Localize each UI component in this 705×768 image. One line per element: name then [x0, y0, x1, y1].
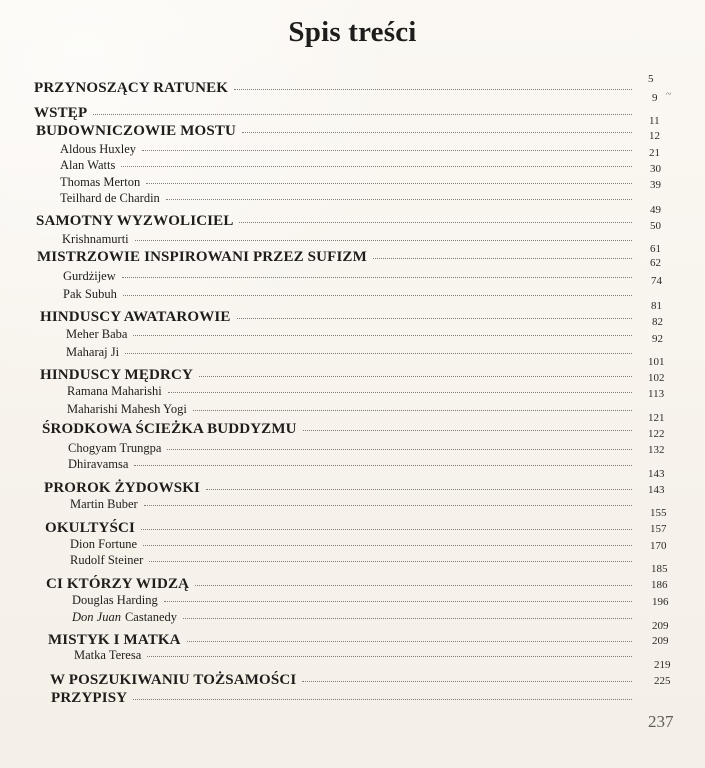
- toc-subtitle: Matka Teresa: [74, 648, 142, 662]
- toc-subentry-rudolf-steiner: [70, 553, 637, 568]
- toc-title: ŚRODKOWA ŚCIEŻKA BUDDYZMU: [42, 421, 297, 437]
- toc-entry-przynoszacy-ratunek: [34, 80, 637, 97]
- toc-subentry-chogyam-trungpa: [68, 441, 637, 456]
- dot-leader: [125, 353, 632, 354]
- toc-page-number: 9: [652, 92, 658, 104]
- toc-subtitle: Pak Subuh: [63, 287, 117, 301]
- toc-entry-mistyk-i-matka: [48, 632, 637, 649]
- dot-leader: [135, 240, 632, 241]
- toc-title: HINDUSCY AWATAROWIE: [40, 309, 231, 325]
- toc-entry-hinduscy-awatarowie: [40, 309, 637, 326]
- toc-entry-wstep: [34, 105, 637, 122]
- toc-page-number: 62: [650, 257, 661, 269]
- toc-page-number: 101: [648, 356, 665, 368]
- toc-title: WSTĘP: [34, 105, 88, 121]
- toc-entry-ci-ktorzy-widza: [46, 576, 637, 593]
- toc-entry-mistrzowie-inspirowani-przez-sufizm: [37, 249, 637, 266]
- toc-subtitle: Thomas Merton: [60, 175, 141, 189]
- toc-page-number: 132: [648, 444, 665, 456]
- toc-entry-hinduscy-medrcy: [40, 367, 637, 384]
- toc-page-number: 209: [652, 620, 669, 632]
- toc-entry-okultysci: [45, 520, 637, 537]
- toc-entry-prorok-zydowski: [44, 480, 637, 497]
- toc-page-number: 155: [650, 507, 667, 519]
- toc-subentry-krishnamurti: [62, 232, 637, 247]
- dot-leader: [303, 430, 632, 431]
- toc-entry-w-poszukiwaniu-tozsamosci: [50, 672, 637, 689]
- toc-subtitle: Alan Watts: [60, 158, 116, 172]
- dot-leader: [302, 681, 632, 682]
- toc-subtitle: Chogyam Trungpa: [68, 441, 162, 455]
- toc-subtitle: Dion Fortune: [70, 537, 138, 551]
- dot-leader: [234, 89, 632, 90]
- toc-subentry-martin-buber: [70, 497, 637, 512]
- dot-leader: [122, 277, 632, 278]
- toc-page-number: 49: [650, 204, 661, 216]
- dot-leader: [167, 449, 632, 450]
- toc-subentry-teilhard-de-chardin: [60, 191, 637, 206]
- toc-subtitle: Rudolf Steiner: [70, 553, 144, 567]
- toc-subtitle: Martin Buber: [70, 497, 138, 511]
- dot-leader: [149, 561, 632, 562]
- toc-subentry-matka-teresa: [74, 648, 637, 663]
- toc-title: PROROK ŻYDOWSKI: [44, 480, 201, 496]
- dot-leader: [143, 545, 632, 546]
- toc-title: MISTYK I MATKA: [48, 632, 181, 648]
- toc-page-number: 143: [648, 468, 665, 480]
- toc-subtitle: Krishnamurti: [62, 232, 129, 246]
- toc-page-number: 82: [652, 316, 663, 328]
- toc-subentry-dhiravamsa: [68, 457, 637, 472]
- dot-leader: [373, 258, 632, 259]
- toc-page-number: 50: [650, 220, 661, 232]
- toc-page-number: 113: [648, 388, 665, 400]
- toc-subentry-meher-baba: [66, 327, 637, 342]
- toc-title: W POSZUKIWANIU TOŻSAMOŚCI: [50, 672, 297, 688]
- toc-title: MISTRZOWIE INSPIROWANI PRZEZ SUFIZM: [37, 249, 367, 265]
- toc-subentry-thomas-merton: [60, 175, 637, 190]
- toc-subentry-maharaj-ji: [66, 345, 637, 360]
- toc-entry-samotny-wyzwoliciel: [36, 213, 637, 230]
- dot-leader: [242, 132, 632, 133]
- toc-page-number: 122: [648, 428, 665, 440]
- dot-leader: [147, 656, 632, 657]
- toc-page-number: 170: [650, 540, 667, 552]
- dot-leader: [121, 166, 632, 167]
- toc-page-number: 219: [654, 659, 671, 671]
- toc-title: PRZYPISY: [51, 690, 128, 706]
- toc-page-number: 5: [648, 73, 654, 85]
- page-number: 237: [648, 712, 674, 731]
- toc-page-number: 30: [650, 163, 661, 175]
- toc-page-number: 11: [649, 115, 660, 127]
- toc-subentry-douglas-harding: [72, 593, 637, 608]
- toc-page-number: 12: [649, 130, 660, 142]
- toc-page-number: 185: [651, 563, 668, 575]
- dot-leader: [164, 601, 632, 602]
- dot-leader: [93, 114, 632, 115]
- toc-page-number: 143: [648, 484, 665, 496]
- dot-leader: [123, 295, 632, 296]
- toc-subentry-ramana-maharishi: [67, 384, 637, 399]
- toc-page-number: 157: [650, 523, 667, 535]
- toc-entry-srodkowa-sciezka-buddyzmu: [42, 421, 637, 438]
- toc-subentry-aldous-huxley: [60, 142, 637, 157]
- toc-subtitle: Gurdżijew: [63, 269, 116, 283]
- dot-leader: [168, 392, 632, 393]
- dot-leader: [187, 641, 632, 642]
- toc-page-number: 81: [651, 300, 662, 312]
- dot-leader: [144, 505, 632, 506]
- toc-subtitle-italic: Don Juan: [72, 610, 121, 624]
- toc-subtitle: Ramana Maharishi: [67, 384, 162, 398]
- dot-leader: [239, 222, 632, 223]
- toc-subentry-gurdzijew: [63, 269, 637, 284]
- toc-page-number: 102: [648, 372, 665, 384]
- dot-leader: [141, 529, 632, 530]
- toc-subtitle: Dhiravamsa: [68, 457, 129, 471]
- toc-subtitle: Maharaj Ji: [66, 345, 120, 359]
- toc-subtitle: Teilhard de Chardin: [60, 191, 160, 205]
- toc-subentry-alan-watts: [60, 158, 637, 173]
- toc-subtitle: Maharishi Mahesh Yogi: [67, 402, 187, 416]
- toc-subtitle: Douglas Harding: [72, 593, 158, 607]
- dot-leader: [142, 150, 632, 151]
- toc-subentry-pak-subuh: [63, 287, 637, 302]
- toc-page-number: 39: [650, 179, 661, 191]
- dot-leader: [133, 335, 632, 336]
- toc-page-number: 61: [650, 243, 661, 255]
- dot-leader: [133, 699, 632, 700]
- toc-title: OKULTYŚCI: [45, 520, 135, 536]
- dot-leader: [146, 183, 632, 184]
- dot-leader: [183, 618, 632, 619]
- toc-subtitle: Meher Baba: [66, 327, 128, 341]
- toc-page-number: 74: [651, 275, 662, 287]
- toc-page-number: 209: [652, 635, 669, 647]
- toc-subentry-dion-fortune: [70, 537, 637, 552]
- decorative-mark: ~: [666, 89, 672, 100]
- dot-leader: [199, 376, 632, 377]
- dot-leader: [195, 585, 632, 586]
- page-title: Spis treści: [288, 16, 417, 48]
- toc-page-number: 186: [651, 579, 668, 591]
- toc-page-number: 196: [652, 596, 669, 608]
- toc-title: HINDUSCY MĘDRCY: [40, 367, 193, 383]
- toc-title: PRZYNOSZĄCY RATUNEK: [34, 80, 229, 96]
- toc-entry-budowniczowie-mostu: [36, 123, 637, 140]
- dot-leader: [193, 410, 632, 411]
- dot-leader: [134, 465, 632, 466]
- toc-title: CI KTÓRZY WIDZĄ: [46, 576, 190, 592]
- toc-page-number: 225: [654, 675, 671, 687]
- toc-title: SAMOTNY WYZWOLICIEL: [36, 213, 234, 229]
- toc-page-number: 121: [648, 412, 665, 424]
- toc-subtitle: Aldous Huxley: [60, 142, 137, 156]
- toc-subtitle-suffix: Castanedy: [124, 610, 178, 624]
- dot-leader: [237, 318, 632, 319]
- toc-page-number: 21: [649, 147, 660, 159]
- toc-page-number: 92: [652, 333, 663, 345]
- dot-leader: [166, 199, 632, 200]
- toc-entry-przypisy: [51, 690, 637, 707]
- toc-title: BUDOWNICZOWIE MOSTU: [36, 123, 236, 139]
- toc-subentry-don-juan-castanedy: [72, 610, 637, 625]
- toc-subentry-maharishi-mahesh-yogi: [67, 402, 637, 417]
- dot-leader: [206, 489, 632, 490]
